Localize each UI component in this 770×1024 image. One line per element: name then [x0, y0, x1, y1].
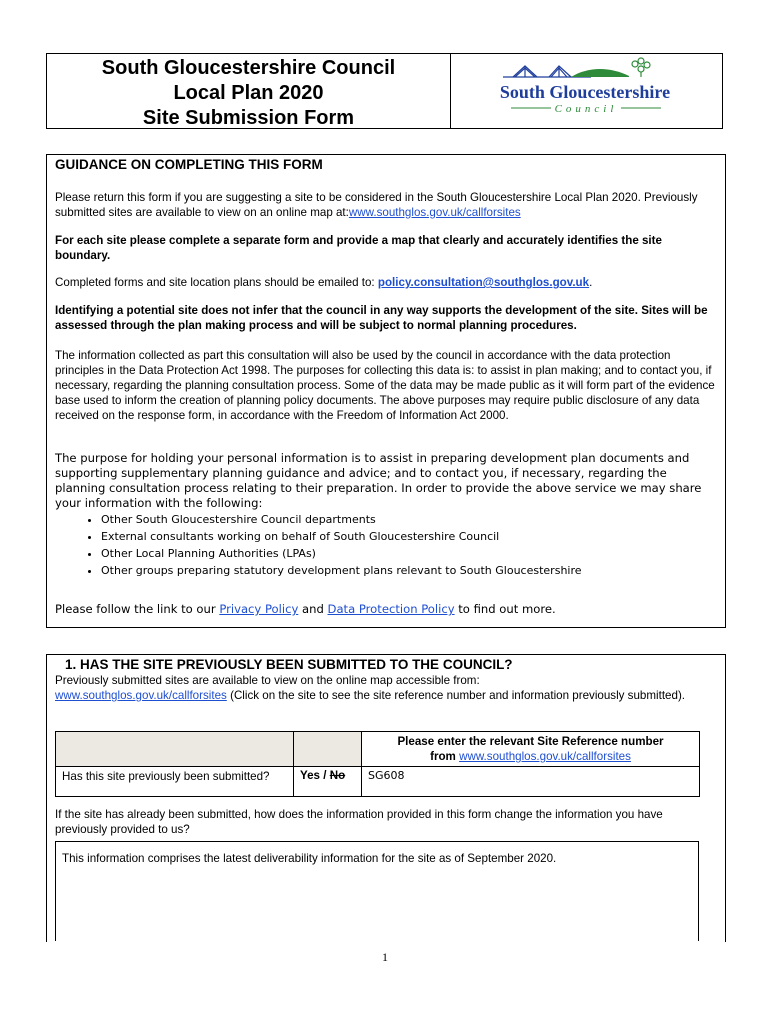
email-instruction [55, 275, 715, 290]
email-instruction-text: Completed forms and site location plans should be emailed to: [55, 276, 375, 289]
title-plan: Local Plan 2020 [173, 82, 324, 104]
policy-links-end: to find out more. [458, 602, 556, 616]
title-form: Site Submission Form [142, 107, 355, 129]
data-protection-paragraph: The information collected as part this consultation will also be used by the council in accordance with the data protection principles in the Data Protection Act 1998. The purposes for collecting this data is: to assist in plan making; and to contact you, if necessary, regarding the planning consultation process. Some of the data may be made public as it will form part of the evidence base used to inform the creation of planning policy documents. The above purposes may require public disclosure of any data received on the response form, in accordance with the Freedom of Information Act 2000. [55, 349, 715, 422]
site-reference-header-line1: Please enter the relevant Site Reference number [397, 735, 664, 748]
title-council: South Gloucestershire Council [101, 57, 396, 79]
guidance-para-1 [55, 190, 715, 220]
change-question: If the site has already been submitted, how does the information provided in this form change the information you have previously provided to us? [55, 808, 663, 836]
site-reference-link[interactable]: www.southglos.gov.uk/callforsites [459, 750, 631, 763]
page-number: 1 [382, 950, 388, 964]
list-item: • Other South Gloucestershire Council departments [101, 511, 715, 528]
council-logo-graphic [451, 54, 722, 128]
personal-info-paragraph [55, 451, 715, 579]
council-logo [451, 54, 722, 128]
guidance-section [46, 154, 726, 628]
section-1-intro-text: Previously submitted sites are available to view on the online map accessible from: [55, 674, 480, 687]
guidance-heading: GUIDANCE ON COMPLETING THIS FORM [55, 157, 323, 172]
site-reference-table [55, 731, 700, 797]
change-answer-text: This information comprises the latest deliverability information for the site as of September 2020. [62, 852, 557, 865]
policy-links-text: Please follow the link to our [55, 602, 216, 616]
table-cell-empty [56, 732, 294, 767]
separate-form-notice: For each site please complete a separate form and provide a map that clearly and accurately identifies the site boundary. [55, 234, 662, 262]
personal-info-text: The purpose for holding your personal information is to assist in preparing development plan documents and supporting supplementary planning guidance and advice; and to contact you, if necessary, regarding the planning consultation process relating to their preparation. In order to provide the above service we may share your information with the following: [55, 451, 702, 510]
data-protection-policy-link[interactable]: Data Protection Policy [327, 602, 455, 616]
privacy-policy-link[interactable]: Privacy Policy [219, 602, 299, 616]
callforsites-link[interactable]: www.southglos.gov.uk/callforsites [348, 206, 521, 219]
previously-submitted-question: Has this site previously been submitted? [56, 767, 294, 797]
section-1-intro [55, 673, 715, 703]
site-reference-input[interactable]: SG608 [362, 767, 700, 797]
policy-links-line [55, 602, 715, 617]
consultation-email-link[interactable]: policy.consultation@southglos.gov.uk [377, 276, 590, 289]
list-item: • Other groups preparing statutory development plans relevant to South Gloucestershire [101, 562, 715, 579]
form-header [46, 53, 723, 129]
logo-text: South Gloucestershire [499, 82, 671, 102]
site-reference-header [362, 732, 700, 767]
sharing-list [55, 511, 715, 579]
change-answer-field[interactable] [55, 841, 699, 941]
policy-links-and: and [302, 602, 324, 616]
site-reference-header-from: from [430, 750, 456, 763]
yes-option[interactable]: Yes [300, 769, 320, 782]
section-1-intro-rest: (Click on the site to see the site reference number and information previously submitted). [230, 689, 686, 702]
email-instruction-end: . [589, 276, 593, 289]
section-1-heading: 1. HAS THE SITE PREVIOUSLY BEEN SUBMITTED TO THE COUNCIL? [65, 657, 513, 672]
logo-subtext: Council [554, 103, 618, 115]
no-support-disclaimer: Identifying a potential site does not infer that the council in any way supports the development of the site. Sites will be assessed through the plan making process and will be subject to normal planning procedures. [55, 304, 708, 332]
list-item: • Other Local Planning Authorities (LPAs) [101, 545, 715, 562]
form-title-block [47, 54, 451, 128]
section-previously-submitted [46, 654, 726, 942]
guidance-para-1-text: Please return this form if you are suggesting a site to be considered in the South Gloucestershire Local Plan 2020. Previously submitted sites are available to view on an online map at: [55, 191, 698, 219]
no-option[interactable]: No [329, 769, 346, 782]
table-cell-empty [294, 732, 362, 767]
yes-no-slash: / [323, 769, 327, 782]
yes-no-selector[interactable] [294, 767, 362, 797]
section-1-callforsites-link[interactable]: www.southglos.gov.uk/callforsites [55, 689, 227, 702]
list-item: • External consultants working on behalf of South Gloucestershire Council [101, 528, 715, 545]
